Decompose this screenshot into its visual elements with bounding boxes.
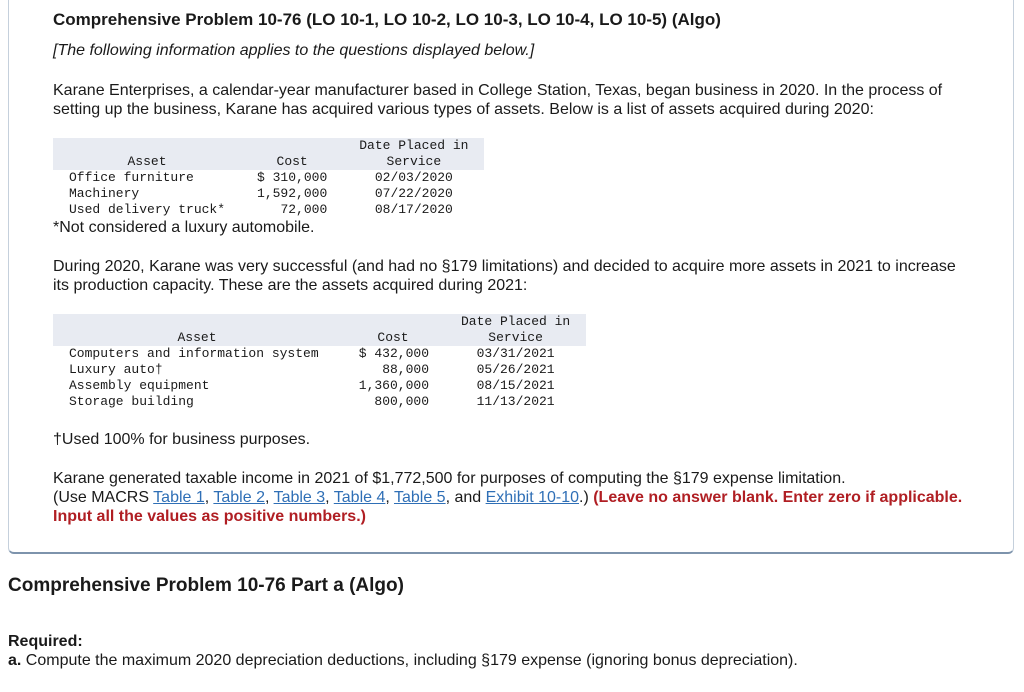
required-label: Required:	[8, 633, 83, 650]
header-date	[445, 314, 586, 346]
header-cost: Cost	[241, 138, 343, 170]
asset-cell: Used delivery truck*	[69, 202, 226, 217]
table-row	[53, 170, 484, 186]
asset-cell: Computers and information system	[69, 346, 319, 361]
macrs-suffix: .)	[579, 489, 594, 506]
required-item-text: Compute the maximum 2020 depreciation deductions, including §179 expense (ignoring bonus depreciation).	[21, 652, 798, 669]
problem-title: Comprehensive Problem 10-76 (LO 10-1, LO 10-2, LO 10-3, LO 10-4, LO 10-5) (Algo)	[53, 10, 721, 29]
header-date-line1: Date Placed in	[359, 138, 469, 153]
table-3-link[interactable]: Table 3	[273, 489, 326, 506]
table-4-link[interactable]: Table 4	[333, 489, 386, 506]
table-5-link[interactable]: Table 5	[393, 489, 446, 506]
table-header-row	[53, 314, 586, 346]
date-cell: 08/15/2021	[476, 378, 555, 393]
date-cell: 05/26/2021	[476, 362, 555, 377]
asset-cell: Assembly equipment	[69, 378, 210, 393]
macrs-prefix: (Use MACRS	[53, 489, 154, 506]
cost-cell: 88,000	[382, 362, 429, 377]
header-asset: Asset	[53, 314, 341, 346]
part-title: Comprehensive Problem 10-76 Part a (Algo)	[8, 575, 404, 596]
assets-2020-table	[53, 138, 484, 218]
required-item-letter: a.	[8, 652, 22, 669]
macrs-and: , and	[445, 489, 486, 506]
cost-cell: 800,000	[374, 394, 429, 409]
date-cell: 07/22/2020	[374, 186, 453, 201]
table-row	[53, 378, 586, 394]
asset-cell: Storage building	[69, 394, 194, 409]
warning-text: (Leave no answer blank. Enter zero if applicable. Input all the values as positive numbers.)	[53, 489, 963, 525]
header-date-line2: Service	[386, 154, 442, 169]
asset-cell: Machinery	[69, 186, 140, 201]
table-row	[53, 202, 484, 218]
asset-cell: Office furniture	[69, 170, 194, 185]
date-cell: 03/31/2021	[476, 346, 555, 361]
cost-cell: 1,360,000	[358, 378, 429, 393]
header-date	[343, 138, 484, 170]
table-2-link[interactable]: Table 2	[213, 489, 265, 506]
footnote-2020: *Not considered a luxury automobile.	[53, 219, 315, 236]
date-cell: 11/13/2021	[476, 394, 555, 409]
cost-cell: $ 310,000	[257, 170, 328, 185]
asset-cell: Luxury auto†	[69, 362, 163, 377]
table-header-row	[53, 138, 484, 170]
cost-cell: 72,000	[280, 202, 328, 217]
header-cost: Cost	[341, 314, 445, 346]
header-date-line1: Date Placed in	[461, 314, 571, 329]
exhibit-10-10-link[interactable]: Exhibit 10-10	[485, 489, 579, 506]
cost-cell: 1,592,000	[257, 186, 328, 201]
table-row	[53, 346, 586, 362]
required-text	[8, 652, 798, 670]
instructions-paragraph: Karane generated taxable income in 2021 of $1,772,500 for purposes of computing the §179 expense limitation. (Use MACRS Table 1, Table 2, Table 3, Table 4, Table 5, and Exhibit 10-10.) (Leave no answer blank. Enter zero if applicable. Input all the values as positive numbers.)	[53, 470, 963, 525]
table-row	[53, 362, 586, 378]
date-cell: 08/17/2020	[374, 202, 453, 217]
assets-2021-table	[53, 314, 586, 410]
middle-paragraph: During 2020, Karane was very successful (and had no §179 limitations) and decided to acquire more assets in 2021 to increase its production capacity. These are the assets acquired during 2021:	[53, 258, 956, 294]
header-asset: Asset	[53, 138, 241, 170]
header-date-line2: Service	[488, 330, 543, 345]
table-row	[53, 394, 586, 410]
footnote-2021: †Used 100% for business purposes.	[53, 431, 311, 448]
date-cell: 02/03/2020	[374, 170, 453, 185]
table-row	[53, 186, 484, 202]
income-text: Karane generated taxable income in 2021 of $1,772,500 for purposes of computing the §179 expense limitation.	[53, 470, 846, 487]
intro-paragraph: Karane Enterprises, a calendar-year manufacturer based in College Station, Texas, began business in 2020. In the process of setting up the business, Karane has acquired various types of assets. Below is a list of assets acquired during 2020:	[53, 82, 943, 118]
table-1-link[interactable]: Table 1	[153, 489, 205, 506]
problem-subtitle: [The following information applies to the questions displayed below.]	[53, 42, 535, 59]
cost-cell: $ 432,000	[358, 346, 429, 361]
